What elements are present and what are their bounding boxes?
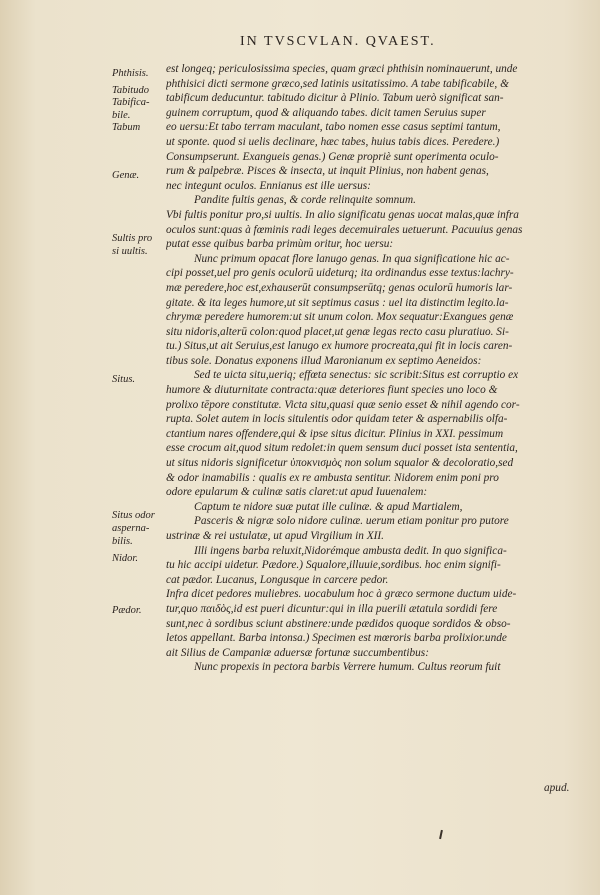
text-line: rum & palpebræ. Pisces & insecta, ut inquit Plinius, non habent genas, xyxy=(166,165,489,178)
text-line: tu hic accipi uidetur. Pædore.) Squalore,illuuie,sordibus. hoc enim signifi- xyxy=(166,559,501,572)
margin-note: Situs odor xyxy=(112,510,155,521)
text-line: Sed te uicta situ,ueriq; effœta senectus: sic scribit:Situs est corruptio ex xyxy=(194,369,519,382)
text-line: tu.) Situs,ut ait Seruius,est lanugo ex humore procreata,qui fit in locis caren- xyxy=(166,340,513,353)
ink-mark xyxy=(439,830,443,839)
margin-note: bile. xyxy=(112,110,131,121)
text-line: ut situs nidoris significetur ὑποκνισμὸς non solum squalor & decoloratio,sed xyxy=(166,457,514,470)
margin-note: asperna- xyxy=(112,523,150,534)
text-line: esse crocum ait,quod situm redolet:in quem sensum duci posset ista sententia, xyxy=(166,442,518,455)
text-line: Pasceris & nigræ solo nidore culinæ. uerum etiam ponitur pro putore xyxy=(194,515,509,528)
running-header: IN TVSCVLAN. QVAEST. xyxy=(240,34,436,49)
text-line: sunt,nec à sordibus sciunt abstinere:unde pædidos quoque sordidos & obso- xyxy=(166,617,511,630)
text-line: Nunc primum opacat flore lanugo genas. In qua significatione hic ac- xyxy=(194,252,510,265)
margin-note: si uultis. xyxy=(112,246,148,257)
text-line: prolixo tēpore constitutæ. Victa situ,quasi quæ senio esset & nihil agendo cor- xyxy=(166,398,520,411)
text-line: gitate. & ita leges humore,ut sit septimus casus : uel ita distinctim legito.la- xyxy=(166,296,509,309)
text-line: est longeq; periculosissima species, quam græci phthisin nominauerunt, unde xyxy=(166,63,518,75)
margin-note: Nidor. xyxy=(112,553,138,564)
text-line: phthisici dicti sermone græco,sed latinis usitatissimo. A tabe tabificabile, & xyxy=(166,77,509,90)
text-line: tur,quo παιδὸς,id est pueri dicuntur:qui in illa puerili ætatula sordidi fere xyxy=(166,602,498,615)
text-line: situ nidoris,alterū colon:quod placet,ut genæ legas recto casu pluratiuo. Si- xyxy=(166,325,509,338)
text-line: nec integunt oculos. Ennianus est ille uersus: xyxy=(166,179,371,192)
margin-note: Tabifica- xyxy=(112,97,150,108)
margin-note: bilis. xyxy=(112,536,133,547)
body-text xyxy=(166,62,581,675)
margin-note: Situs. xyxy=(112,374,136,385)
text-line: ustrinæ & rei ustulatæ, ut apud Virgilium in XII. xyxy=(166,530,384,542)
text-line: guinem corruptum, quod & aliquando tabes. dicit tamen Seruius super xyxy=(166,106,486,119)
text-line: odore epularum & culinæ satis claret:ut apud Iuuenalem: xyxy=(166,486,428,499)
margin-note: Genæ. xyxy=(112,170,140,181)
text-line: Captum te nidore suæ putat ille culinæ. & apud Martialem, xyxy=(194,500,463,513)
text-line: ctantium nares offendere,qui & ipse situs dicitur. Plinius in XXI. pessimum xyxy=(166,427,504,440)
text-line: Nunc propexis in pectora barbis Verrere humum. Cultus reorum fuit xyxy=(194,661,501,674)
text-line: oculos sunt:quas à fœminis radi leges decemuirales uetuerunt. Pacuuius genas xyxy=(166,223,523,236)
text-line: Illi ingens barba reluxit,Nidorémque ambusta dedit. In quo significa- xyxy=(194,544,507,557)
text-line: Infra dicet pedores muliebres. uocabulum hoc à græco sermone ductum uide- xyxy=(166,588,517,601)
text-line: ait Silius de Campaniæ aduersæ fortunæ succumbentibus: xyxy=(166,646,429,659)
margin-note: Tabum xyxy=(112,122,141,133)
text-line: mæ peredere,hoc est,exhauserūt consumpserūtq; genas oculorū humoris lar- xyxy=(166,281,513,294)
text-line: tibus sole. Donatus exponens illud Maronianum ex septimo Aeneidos: xyxy=(166,354,482,367)
catchword: apud. xyxy=(544,782,570,794)
text-line: rupta. Solet autem in locis situlentis odor quidam teter & aspernabilis olfa- xyxy=(166,413,508,426)
text-line: eo uersu:Et tabo terram maculant, tabo nomen esse casus septimi tantum, xyxy=(166,121,501,134)
text-line: cat pædor. Lucanus, Longusque in carcere pedor. xyxy=(166,573,389,586)
text-line: humore & diuturnitate contracta:quæ deteriores fiunt species uno loco & xyxy=(166,384,498,397)
margin-note: Phthisis. xyxy=(112,68,149,79)
text-line: Pandite fultis genas, & corde relinquite somnum. xyxy=(194,194,416,207)
text-line: & odor inamabilis : qualis ex re ambusta sentitur. Nidorem enim poni pro xyxy=(166,471,499,484)
text-line: chrymæ peredere humorem:ut sit unum colon. Mox sequatur:Exangues genæ xyxy=(166,311,514,324)
margin-note: Sultis pro xyxy=(112,233,153,244)
margin-note: Tabitudo xyxy=(112,85,149,96)
margin-note: Pædor. xyxy=(112,605,142,616)
text-line: putat esse quibus barba primùm oritur, hoc uersu: xyxy=(166,238,394,251)
text-line: letos appellant. Barba intonsa.) Specimen est mœroris barba prolixior.unde xyxy=(166,632,507,645)
text-line: ut sponte. quod si uelis declinare, hæc tabes, huius tabis dices. Peredere.) xyxy=(166,135,500,148)
text-line: Vbi fultis ponitur pro,si uultis. In alio significatu genas uocat malas,quæ infra xyxy=(166,208,519,221)
text-line: tabificum deducuntur. tabitudo dicitur à Plinio. Tabum uerò significat san- xyxy=(166,92,504,105)
text-line: Consumpserunt. Exangueis genas.) Genæ propriè sunt operimenta oculo- xyxy=(166,150,499,163)
text-line: cipi posset,uel pro genis oculorū uideturq; ita ordinandus esse textus:lachry- xyxy=(166,267,514,280)
